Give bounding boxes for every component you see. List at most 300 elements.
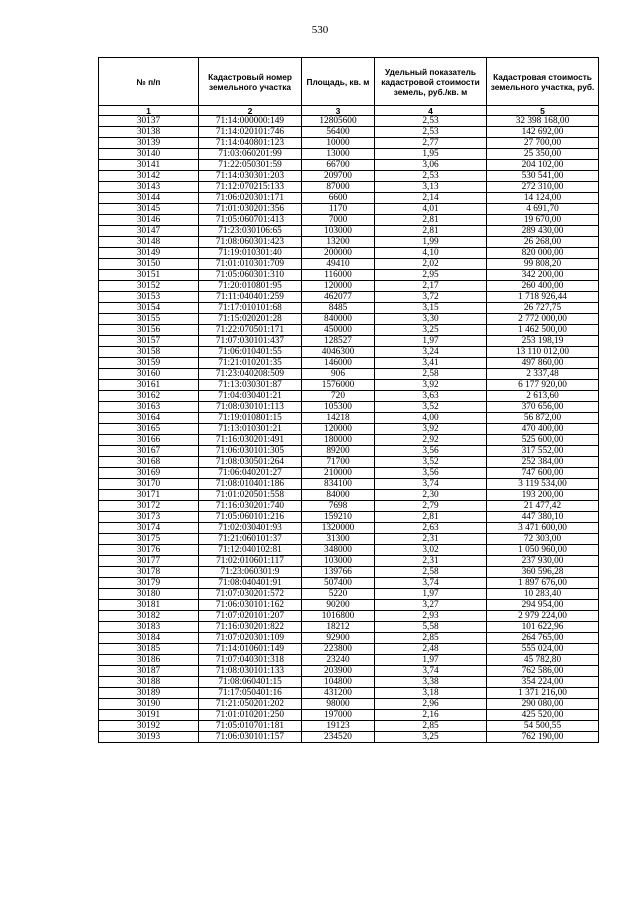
cadastral-value: 470 400,00 — [487, 424, 599, 435]
cadastral-number: 71:01:010301:709 — [199, 259, 302, 270]
cadastral-value: 19 670,00 — [487, 215, 599, 226]
unit-value: 4,00 — [375, 413, 487, 424]
area: 720 — [302, 391, 375, 402]
cadastral-number: 71:06:040201:27 — [199, 468, 302, 479]
area: 197000 — [302, 710, 375, 721]
table-row — [99, 688, 599, 699]
cadastral-number: 71:12:070215:133 — [199, 182, 302, 193]
cadastral-value: 2 979 224,00 — [487, 611, 599, 622]
unit-value: 3,18 — [375, 688, 487, 699]
table-row — [99, 435, 599, 446]
cadastral-value: 27 700,00 — [487, 138, 599, 149]
table-row — [99, 644, 599, 655]
row-index: 30148 — [99, 237, 199, 248]
table-row — [99, 116, 599, 127]
header-index: № п/п — [99, 58, 199, 106]
table-row — [99, 545, 599, 556]
unit-value: 5,58 — [375, 622, 487, 633]
cadastral-value: 317 552,00 — [487, 446, 599, 457]
cadastral-value: 1 897 676,00 — [487, 578, 599, 589]
row-index: 30157 — [99, 336, 199, 347]
cadastral-number: 71:21:010201:35 — [199, 358, 302, 369]
cadastral-number: 71:11:040401:259 — [199, 292, 302, 303]
unit-value: 3,02 — [375, 545, 487, 556]
unit-value: 3,92 — [375, 380, 487, 391]
table-row — [99, 402, 599, 413]
row-index: 30177 — [99, 556, 199, 567]
area: 120000 — [302, 424, 375, 435]
column-number: 2 — [199, 106, 302, 116]
row-index: 30158 — [99, 347, 199, 358]
unit-value: 2,79 — [375, 501, 487, 512]
cadastral-value: 294 954,00 — [487, 600, 599, 611]
unit-value: 3,74 — [375, 479, 487, 490]
table-row — [99, 710, 599, 721]
area: 139766 — [302, 567, 375, 578]
area: 18212 — [302, 622, 375, 633]
cadastral-number: 71:08:040401:91 — [199, 578, 302, 589]
table-row — [99, 512, 599, 523]
row-index: 30179 — [99, 578, 199, 589]
row-index: 30178 — [99, 567, 199, 578]
cadastral-number: 71:07:030101:437 — [199, 336, 302, 347]
unit-value: 3,74 — [375, 666, 487, 677]
area: 1170 — [302, 204, 375, 215]
area: 66700 — [302, 160, 375, 171]
unit-value: 2,53 — [375, 116, 487, 127]
cadastral-value: 272 310,00 — [487, 182, 599, 193]
cadastral-number: 71:08:060401:15 — [199, 677, 302, 688]
table-row — [99, 490, 599, 501]
table-row — [99, 160, 599, 171]
area: 906 — [302, 369, 375, 380]
cadastral-value: 360 596,28 — [487, 567, 599, 578]
table-row — [99, 556, 599, 567]
area: 71700 — [302, 457, 375, 468]
cadastral-value: 32 398 168,00 — [487, 116, 599, 127]
table-row — [99, 248, 599, 259]
cadastral-value: 290 080,00 — [487, 699, 599, 710]
cadastral-value: 6 177 920,00 — [487, 380, 599, 391]
row-index: 30174 — [99, 523, 199, 534]
row-index: 30149 — [99, 248, 199, 259]
header-unit-value: Удельный показатель кадастровой стоимости земель, руб./кв. м — [375, 58, 487, 106]
area: 13200 — [302, 237, 375, 248]
table-row — [99, 732, 599, 743]
row-index: 30159 — [99, 358, 199, 369]
area: 7000 — [302, 215, 375, 226]
unit-value: 2,53 — [375, 127, 487, 138]
row-index: 30168 — [99, 457, 199, 468]
cadastral-value: 425 520,00 — [487, 710, 599, 721]
cadastral-value: 72 303,00 — [487, 534, 599, 545]
area: 56400 — [302, 127, 375, 138]
row-index: 30147 — [99, 226, 199, 237]
row-index: 30176 — [99, 545, 199, 556]
cadastral-number: 71:19:010801:15 — [199, 413, 302, 424]
area: 834100 — [302, 479, 375, 490]
table-row — [99, 578, 599, 589]
row-index: 30163 — [99, 402, 199, 413]
unit-value: 1,95 — [375, 149, 487, 160]
cadastral-number: 71:15:020201:28 — [199, 314, 302, 325]
unit-value: 2,17 — [375, 281, 487, 292]
cadastral-number: 71:05:060701:413 — [199, 215, 302, 226]
row-index: 30160 — [99, 369, 199, 380]
row-index: 30152 — [99, 281, 199, 292]
cadastral-number: 71:23:040208:509 — [199, 369, 302, 380]
header-row — [99, 58, 599, 106]
table-row — [99, 391, 599, 402]
column-number: 3 — [302, 106, 375, 116]
table-row — [99, 677, 599, 688]
table-row — [99, 215, 599, 226]
cadastral-number: 71:01:030201:356 — [199, 204, 302, 215]
table-body — [99, 116, 599, 743]
area: 87000 — [302, 182, 375, 193]
unit-value: 2,53 — [375, 171, 487, 182]
area: 120000 — [302, 281, 375, 292]
cadastral-number: 71:16:030201:822 — [199, 622, 302, 633]
cadastral-number: 71:13:030301:87 — [199, 380, 302, 391]
table-row — [99, 468, 599, 479]
cadastral-value: 555 024,00 — [487, 644, 599, 655]
unit-value: 3,72 — [375, 292, 487, 303]
row-index: 30189 — [99, 688, 199, 699]
column-number: 4 — [375, 106, 487, 116]
table-row — [99, 534, 599, 545]
area: 103000 — [302, 556, 375, 567]
area: 103000 — [302, 226, 375, 237]
unit-value: 2,85 — [375, 721, 487, 732]
area: 31300 — [302, 534, 375, 545]
row-index: 30143 — [99, 182, 199, 193]
row-index: 30188 — [99, 677, 199, 688]
row-index: 30142 — [99, 171, 199, 182]
area: 13000 — [302, 149, 375, 160]
cadastral-value: 10 283,40 — [487, 589, 599, 600]
table-row — [99, 292, 599, 303]
area: 1320000 — [302, 523, 375, 534]
unit-value: 3,30 — [375, 314, 487, 325]
cadastral-number: 71:02:010601:117 — [199, 556, 302, 567]
row-index: 30171 — [99, 490, 199, 501]
area: 105300 — [302, 402, 375, 413]
table-row — [99, 622, 599, 633]
unit-value: 2,95 — [375, 270, 487, 281]
table-row — [99, 633, 599, 644]
unit-value: 2,63 — [375, 523, 487, 534]
cadastral-number: 71:14:010601:149 — [199, 644, 302, 655]
column-number: 5 — [487, 106, 599, 116]
area: 14218 — [302, 413, 375, 424]
unit-value: 2,81 — [375, 215, 487, 226]
cadastral-number: 71:02:030401:93 — [199, 523, 302, 534]
unit-value: 3,06 — [375, 160, 487, 171]
area: 840000 — [302, 314, 375, 325]
cadastral-number: 71:07:020101:207 — [199, 611, 302, 622]
cadastral-value: 1 718 926,44 — [487, 292, 599, 303]
row-index: 30150 — [99, 259, 199, 270]
cadastral-number: 71:07:030201:572 — [199, 589, 302, 600]
cadastral-number: 71:20:010801:95 — [199, 281, 302, 292]
cadastral-number: 71:05:010701:181 — [199, 721, 302, 732]
unit-value: 3,24 — [375, 347, 487, 358]
unit-value: 3,52 — [375, 457, 487, 468]
row-index: 30165 — [99, 424, 199, 435]
cadastral-number: 71:06:020301:171 — [199, 193, 302, 204]
row-index: 30170 — [99, 479, 199, 490]
cadastral-number: 71:03:060201:99 — [199, 149, 302, 160]
table-row — [99, 270, 599, 281]
row-index: 30144 — [99, 193, 199, 204]
area: 116000 — [302, 270, 375, 281]
cadastral-value: 1 050 960,00 — [487, 545, 599, 556]
unit-value: 2,31 — [375, 534, 487, 545]
cadastral-value: 21 477,42 — [487, 501, 599, 512]
row-index: 30139 — [99, 138, 199, 149]
row-index: 30185 — [99, 644, 199, 655]
area: 348000 — [302, 545, 375, 556]
table-row — [99, 424, 599, 435]
table-row — [99, 501, 599, 512]
cadastral-value: 26 727,75 — [487, 303, 599, 314]
table-row — [99, 699, 599, 710]
cadastral-number: 71:08:030101:113 — [199, 402, 302, 413]
cadastral-value: 820 000,00 — [487, 248, 599, 259]
cadastral-value: 370 656,00 — [487, 402, 599, 413]
cadastral-number: 71:07:040301:318 — [199, 655, 302, 666]
table-row — [99, 237, 599, 248]
row-index: 30161 — [99, 380, 199, 391]
unit-value: 1,97 — [375, 336, 487, 347]
cadastral-number: 71:23:060301:9 — [199, 567, 302, 578]
unit-value: 2,16 — [375, 710, 487, 721]
table-row — [99, 457, 599, 468]
table-row — [99, 413, 599, 424]
header-area: Площадь, кв. м — [302, 58, 375, 106]
table-row — [99, 611, 599, 622]
cadastral-number: 71:16:030201:740 — [199, 501, 302, 512]
cadastral-value: 252 384,00 — [487, 457, 599, 468]
table-row — [99, 303, 599, 314]
unit-value: 2,14 — [375, 193, 487, 204]
area: 1576000 — [302, 380, 375, 391]
table-row — [99, 204, 599, 215]
cadastral-value: 45 782,80 — [487, 655, 599, 666]
cadastral-value: 253 198,19 — [487, 336, 599, 347]
table-row — [99, 666, 599, 677]
cadastral-number: 71:17:010101:68 — [199, 303, 302, 314]
table-row — [99, 380, 599, 391]
cadastral-number: 71:07:020301:109 — [199, 633, 302, 644]
row-index: 30167 — [99, 446, 199, 457]
row-index: 30146 — [99, 215, 199, 226]
table-row — [99, 182, 599, 193]
header-cadastral-value: Кадастровая стоимость земельного участка, руб. — [487, 58, 599, 106]
table-row — [99, 259, 599, 270]
row-index: 30181 — [99, 600, 199, 611]
cadastral-number: 71:16:030201:491 — [199, 435, 302, 446]
table-row — [99, 358, 599, 369]
unit-value: 1,99 — [375, 237, 487, 248]
table-row — [99, 336, 599, 347]
column-number-row — [99, 106, 599, 116]
unit-value: 3,41 — [375, 358, 487, 369]
row-index: 30140 — [99, 149, 199, 160]
table-row — [99, 347, 599, 358]
unit-value: 3,25 — [375, 325, 487, 336]
cadastral-number: 71:22:070501:171 — [199, 325, 302, 336]
cadastral-value: 142 692,00 — [487, 127, 599, 138]
unit-value: 3,13 — [375, 182, 487, 193]
cadastral-value: 3 471 600,00 — [487, 523, 599, 534]
table-row — [99, 567, 599, 578]
cadastral-number: 71:08:010401:186 — [199, 479, 302, 490]
row-index: 30183 — [99, 622, 199, 633]
area: 209700 — [302, 171, 375, 182]
unit-value: 3,52 — [375, 402, 487, 413]
cadastral-number: 71:06:030101:305 — [199, 446, 302, 457]
unit-value: 3,56 — [375, 468, 487, 479]
area: 159210 — [302, 512, 375, 523]
cadastral-value: 342 200,00 — [487, 270, 599, 281]
cadastral-value: 13 110 012,00 — [487, 347, 599, 358]
cadastral-value: 354 224,00 — [487, 677, 599, 688]
area: 203900 — [302, 666, 375, 677]
cadastral-number: 71:05:060301:310 — [199, 270, 302, 281]
cadastral-value: 2 772 000,00 — [487, 314, 599, 325]
cadastral-number: 71:23:030106:65 — [199, 226, 302, 237]
area: 84000 — [302, 490, 375, 501]
cadastral-number: 71:05:060101:216 — [199, 512, 302, 523]
table-row — [99, 127, 599, 138]
unit-value: 2,81 — [375, 226, 487, 237]
area: 8485 — [302, 303, 375, 314]
cadastral-number: 71:14:020101:746 — [199, 127, 302, 138]
area: 1016800 — [302, 611, 375, 622]
row-index: 30141 — [99, 160, 199, 171]
area: 431200 — [302, 688, 375, 699]
unit-value: 3,56 — [375, 446, 487, 457]
row-index: 30155 — [99, 314, 199, 325]
cadastral-number: 71:21:050201:202 — [199, 699, 302, 710]
cadastral-value: 54 500,55 — [487, 721, 599, 732]
table-row — [99, 589, 599, 600]
area: 5220 — [302, 589, 375, 600]
page-number: 530 — [311, 24, 329, 36]
area: 7698 — [302, 501, 375, 512]
unit-value: 1,97 — [375, 655, 487, 666]
table-row — [99, 600, 599, 611]
cadastral-number: 71:06:010401:55 — [199, 347, 302, 358]
cadastral-value: 56 872,00 — [487, 413, 599, 424]
cadastral-number: 71:14:030301:203 — [199, 171, 302, 182]
cadastral-number: 71:01:010201:250 — [199, 710, 302, 721]
unit-value: 2,92 — [375, 435, 487, 446]
unit-value: 2,81 — [375, 512, 487, 523]
row-index: 30193 — [99, 732, 199, 743]
unit-value: 2,96 — [375, 699, 487, 710]
unit-value: 2,30 — [375, 490, 487, 501]
unit-value: 1,97 — [375, 589, 487, 600]
cadastral-value: 289 430,00 — [487, 226, 599, 237]
table-row — [99, 193, 599, 204]
table-row — [99, 325, 599, 336]
unit-value: 2,31 — [375, 556, 487, 567]
cadastral-number: 71:21:060101:37 — [199, 534, 302, 545]
row-index: 30153 — [99, 292, 199, 303]
area: 49410 — [302, 259, 375, 270]
cadastral-number: 71:17:050401:16 — [199, 688, 302, 699]
cadastral-value: 530 541,00 — [487, 171, 599, 182]
cadastral-value: 762 190,00 — [487, 732, 599, 743]
row-index: 30137 — [99, 116, 199, 127]
area: 23240 — [302, 655, 375, 666]
table-row — [99, 138, 599, 149]
area: 200000 — [302, 248, 375, 259]
area: 450000 — [302, 325, 375, 336]
table-row — [99, 479, 599, 490]
cadastral-number: 71:14:000000:149 — [199, 116, 302, 127]
row-index: 30173 — [99, 512, 199, 523]
area: 90200 — [302, 600, 375, 611]
table-row — [99, 721, 599, 732]
unit-value: 3,38 — [375, 677, 487, 688]
cadastral-value: 525 600,00 — [487, 435, 599, 446]
cadastral-table — [98, 57, 599, 743]
table-row — [99, 523, 599, 534]
cadastral-value: 264 765,00 — [487, 633, 599, 644]
row-index: 30192 — [99, 721, 199, 732]
unit-value: 2,58 — [375, 567, 487, 578]
area: 234520 — [302, 732, 375, 743]
cadastral-value: 26 268,00 — [487, 237, 599, 248]
unit-value: 2,58 — [375, 369, 487, 380]
cadastral-number: 71:08:030101:133 — [199, 666, 302, 677]
unit-value: 3,27 — [375, 600, 487, 611]
cadastral-number: 71:06:030101:157 — [199, 732, 302, 743]
row-index: 30166 — [99, 435, 199, 446]
row-index: 30162 — [99, 391, 199, 402]
unit-value: 4,01 — [375, 204, 487, 215]
cadastral-value: 99 808,20 — [487, 259, 599, 270]
cadastral-value: 747 600,00 — [487, 468, 599, 479]
unit-value: 3,25 — [375, 732, 487, 743]
area: 19123 — [302, 721, 375, 732]
cadastral-value: 237 930,00 — [487, 556, 599, 567]
area: 6600 — [302, 193, 375, 204]
unit-value: 2,77 — [375, 138, 487, 149]
row-index: 30172 — [99, 501, 199, 512]
cadastral-number: 71:22:050301:59 — [199, 160, 302, 171]
row-index: 30184 — [99, 633, 199, 644]
cadastral-value: 4 691,70 — [487, 204, 599, 215]
table-row — [99, 655, 599, 666]
row-index: 30145 — [99, 204, 199, 215]
area: 12805600 — [302, 116, 375, 127]
area: 210000 — [302, 468, 375, 479]
cadastral-number: 71:08:030501:264 — [199, 457, 302, 468]
cadastral-value: 447 380,10 — [487, 512, 599, 523]
row-index: 30186 — [99, 655, 199, 666]
unit-value: 2,85 — [375, 633, 487, 644]
row-index: 30191 — [99, 710, 199, 721]
row-index: 30182 — [99, 611, 199, 622]
area: 104800 — [302, 677, 375, 688]
table-row — [99, 149, 599, 160]
cadastral-value: 1 462 500,00 — [487, 325, 599, 336]
